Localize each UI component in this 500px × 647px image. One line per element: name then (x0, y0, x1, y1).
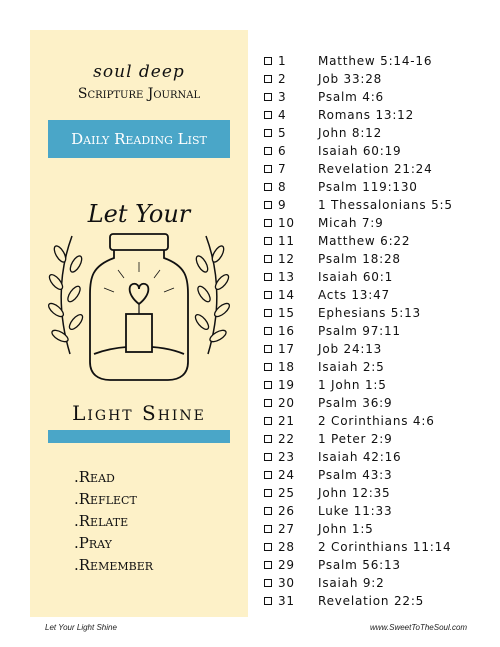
day-number: 25 (278, 486, 295, 500)
scripture-ref: John 12:35 (318, 486, 391, 500)
checkbox[interactable] (264, 129, 272, 137)
reading-row (264, 160, 453, 178)
day-number: 1 (278, 54, 287, 68)
day-number: 22 (278, 432, 295, 446)
step-item: .Reflect (74, 490, 137, 508)
reading-row (264, 376, 453, 394)
scripture-ref: 1 John 1:5 (318, 378, 387, 392)
step-item: .Read (74, 468, 115, 486)
reading-row (264, 574, 453, 592)
scripture-ref: Matthew 6:22 (318, 234, 411, 248)
reading-row (264, 232, 453, 250)
scripture-ref: Revelation 21:24 (318, 162, 433, 176)
day-number: 2 (278, 72, 287, 86)
checkbox[interactable] (264, 111, 272, 119)
reading-row (264, 484, 453, 502)
illustration-top-text: Let Your (87, 200, 191, 228)
day-number: 24 (278, 468, 295, 482)
day-number: 15 (278, 306, 295, 320)
reading-row (264, 250, 453, 268)
checkbox[interactable] (264, 165, 272, 173)
day-number: 23 (278, 450, 295, 464)
scripture-ref: Psalm 56:13 (318, 558, 401, 572)
day-number: 5 (278, 126, 287, 140)
banner-label: Daily Reading List (71, 130, 207, 148)
footer-website: www.SweetToTheSoul.com (370, 623, 468, 632)
day-number: 10 (278, 216, 295, 230)
scripture-ref: Revelation 22:5 (318, 594, 425, 608)
reading-row (264, 502, 453, 520)
checkbox[interactable] (264, 327, 272, 335)
scripture-ref: Psalm 4:6 (318, 90, 384, 104)
step-item: .Remember (74, 556, 154, 574)
reflection-steps (74, 466, 153, 576)
day-number: 6 (278, 144, 287, 158)
mason-jar-candle-heart-icon (40, 194, 238, 434)
scripture-ref: Micah 7:9 (318, 216, 384, 230)
step-item: .Relate (74, 512, 129, 530)
day-number: 21 (278, 414, 295, 428)
scripture-ref: Matthew 5:14-16 (318, 54, 433, 68)
checkbox[interactable] (264, 417, 272, 425)
scripture-ref: Luke 11:33 (318, 504, 393, 518)
reading-row (264, 412, 453, 430)
day-number: 16 (278, 324, 295, 338)
scripture-ref: John 1:5 (318, 522, 374, 536)
scripture-ref: Isaiah 42:16 (318, 450, 402, 464)
scripture-ref: 1 Thessalonians 5:5 (318, 198, 453, 212)
scripture-ref: Isaiah 60:19 (318, 144, 402, 158)
checkbox[interactable] (264, 183, 272, 191)
reading-list-banner (48, 120, 230, 158)
checkbox[interactable] (264, 525, 272, 533)
day-number: 19 (278, 378, 295, 392)
day-number: 17 (278, 342, 295, 356)
checkbox[interactable] (264, 471, 272, 479)
accent-bar (48, 430, 230, 443)
day-number: 13 (278, 270, 295, 284)
reading-row (264, 214, 453, 232)
checkbox[interactable] (264, 597, 272, 605)
day-number: 9 (278, 198, 287, 212)
checkbox[interactable] (264, 291, 272, 299)
day-number: 31 (278, 594, 295, 608)
reading-row (264, 520, 453, 538)
scripture-ref: Psalm 36:9 (318, 396, 393, 410)
reading-row (264, 448, 453, 466)
illustration-bottom-text: Light Shine (72, 401, 206, 425)
day-number: 14 (278, 288, 295, 302)
checkbox[interactable] (264, 309, 272, 317)
day-number: 8 (278, 180, 287, 194)
checkbox[interactable] (264, 93, 272, 101)
reading-row (264, 538, 453, 556)
scripture-ref: 2 Corinthians 11:14 (318, 540, 452, 554)
scripture-ref: 2 Corinthians 4:6 (318, 414, 435, 428)
reading-list (264, 52, 453, 610)
checkbox[interactable] (264, 507, 272, 515)
scripture-ref: Job 33:28 (318, 72, 383, 86)
checkbox[interactable] (264, 435, 272, 443)
reading-row (264, 304, 453, 322)
footer-title: Let Your Light Shine (45, 623, 117, 632)
checkbox[interactable] (264, 255, 272, 263)
checkbox[interactable] (264, 381, 272, 389)
reading-row (264, 286, 453, 304)
reading-row (264, 592, 453, 610)
scripture-ref: Psalm 97:11 (318, 324, 401, 338)
reading-row (264, 430, 453, 448)
reading-row (264, 124, 453, 142)
scripture-ref: Isaiah 2:5 (318, 360, 385, 374)
brand-script: soul deep (93, 62, 185, 82)
scripture-ref: Ephesians 5:13 (318, 306, 421, 320)
day-number: 11 (278, 234, 295, 248)
checkbox[interactable] (264, 579, 272, 587)
checkbox[interactable] (264, 201, 272, 209)
scripture-ref: Isaiah 60:1 (318, 270, 393, 284)
scripture-ref: Psalm 119:130 (318, 180, 418, 194)
checkbox[interactable] (264, 219, 272, 227)
checkbox[interactable] (264, 363, 272, 371)
reading-row (264, 466, 453, 484)
day-number: 28 (278, 540, 295, 554)
reading-row (264, 70, 453, 88)
scripture-ref: John 8:12 (318, 126, 383, 140)
reading-row (264, 52, 453, 70)
checkbox[interactable] (264, 57, 272, 65)
checkbox[interactable] (264, 273, 272, 281)
checkbox[interactable] (264, 453, 272, 461)
checkbox[interactable] (264, 75, 272, 83)
scripture-ref: Psalm 18:28 (318, 252, 401, 266)
checkbox[interactable] (264, 543, 272, 551)
day-number: 3 (278, 90, 287, 104)
checkbox[interactable] (264, 147, 272, 155)
checkbox[interactable] (264, 561, 272, 569)
scripture-ref: Acts 13:47 (318, 288, 390, 302)
day-number: 29 (278, 558, 295, 572)
reading-row (264, 142, 453, 160)
checkbox[interactable] (264, 489, 272, 497)
day-number: 7 (278, 162, 287, 176)
brand-title: Scripture Journal (77, 86, 201, 102)
scripture-ref: Job 24:13 (318, 342, 383, 356)
reading-row (264, 394, 453, 412)
reading-row (264, 178, 453, 196)
day-number: 20 (278, 396, 295, 410)
day-number: 12 (278, 252, 295, 266)
reading-row (264, 88, 453, 106)
reading-row (264, 106, 453, 124)
day-number: 4 (278, 108, 287, 122)
checkbox[interactable] (264, 345, 272, 353)
scripture-ref: Romans 13:12 (318, 108, 415, 122)
reading-row (264, 556, 453, 574)
day-number: 30 (278, 576, 295, 590)
day-number: 26 (278, 504, 295, 518)
checkbox[interactable] (264, 399, 272, 407)
reading-row (264, 340, 453, 358)
day-number: 27 (278, 522, 295, 536)
reading-row (264, 268, 453, 286)
day-number: 18 (278, 360, 295, 374)
step-item: .Pray (74, 534, 112, 552)
reading-row (264, 322, 453, 340)
scripture-ref: Isaiah 9:2 (318, 576, 385, 590)
left-panel (30, 30, 248, 617)
checkbox[interactable] (264, 237, 272, 245)
reading-row (264, 196, 453, 214)
scripture-ref: 1 Peter 2:9 (318, 432, 393, 446)
reading-row (264, 358, 453, 376)
scripture-ref: Psalm 43:3 (318, 468, 393, 482)
